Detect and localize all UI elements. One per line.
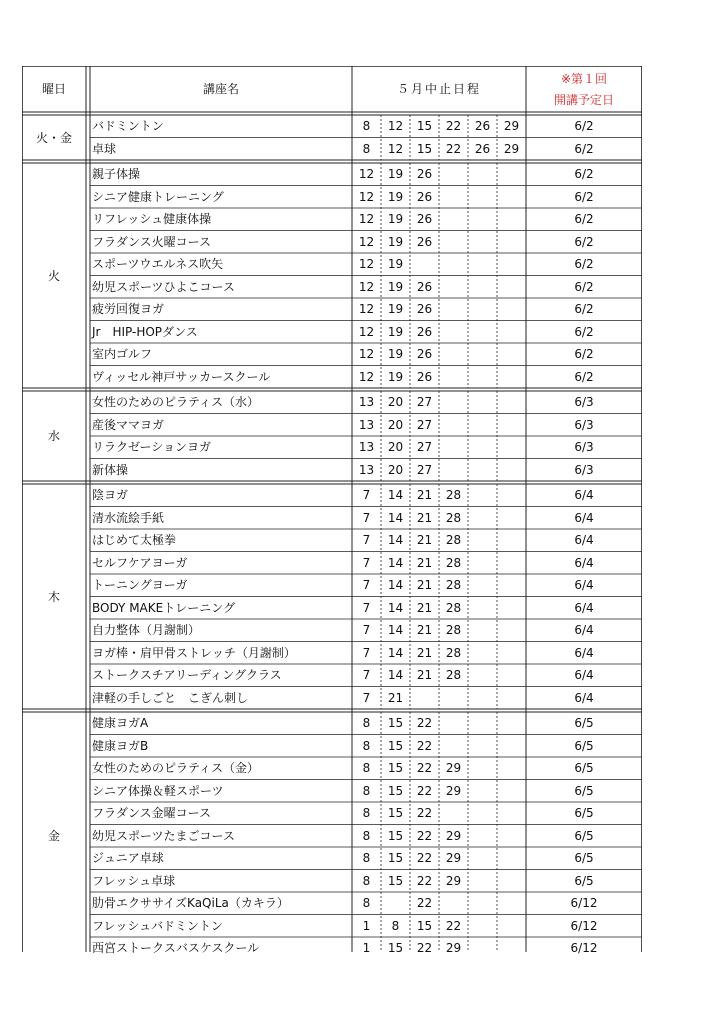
first-session-date: 6/3 [574, 395, 594, 410]
cancel-date: 8 [362, 738, 371, 753]
cancel-date: 27 [416, 417, 433, 432]
cancel-date: 26 [474, 119, 491, 134]
cancel-date: 21 [416, 645, 433, 660]
cancel-date: 22 [445, 918, 462, 933]
cancel-date: 15 [387, 851, 404, 866]
cancel-date: 19 [387, 234, 404, 249]
course-name: 女性のためのピラティス（水） [92, 395, 260, 410]
course-name: 疲労回復ヨガ [92, 302, 165, 317]
first-session-date: 6/5 [574, 716, 594, 731]
cancel-date: 12 [387, 141, 404, 156]
course-name: 室内ゴルフ [92, 347, 153, 362]
cancel-date: 12 [358, 212, 375, 227]
cancel-date: 29 [445, 941, 462, 956]
cancel-date: 14 [387, 555, 404, 570]
first-session-date: 6/4 [574, 578, 594, 593]
course-name: 親子体操 [92, 167, 141, 182]
first-session-date: 6/4 [574, 645, 594, 660]
cancel-date: 19 [387, 189, 404, 204]
cancel-date: 29 [445, 783, 462, 798]
cancel-date: 15 [387, 716, 404, 731]
cancel-date: 29 [503, 119, 520, 134]
course-name: 女性のためのピラティス（金） [92, 761, 260, 776]
cancel-date: 21 [416, 623, 433, 638]
course-name: シニア体操＆軽スポーツ [92, 783, 224, 798]
cancel-date: 12 [358, 369, 375, 384]
cancel-date: 28 [445, 623, 462, 638]
cancel-date: 15 [416, 119, 433, 134]
cancel-date: 7 [362, 668, 371, 683]
cancel-date: 7 [362, 645, 371, 660]
first-session-date: 6/2 [574, 234, 594, 249]
cancel-date: 15 [387, 828, 404, 843]
cancel-date: 22 [416, 896, 433, 911]
first-session-date: 6/2 [574, 324, 594, 339]
cancel-date: 26 [416, 347, 433, 362]
first-session-date: 6/2 [574, 279, 594, 294]
first-session-date: 6/5 [574, 738, 594, 753]
course-name: Jr HIP-HOPダンス [92, 324, 198, 339]
course-name: リラクゼーションヨガ [92, 440, 212, 455]
header-schedule: ５月中止日程 [396, 82, 481, 96]
cancel-date: 15 [387, 873, 404, 888]
cancel-date: 27 [416, 395, 433, 410]
cancel-date: 14 [387, 488, 404, 503]
course-name: 卓球 [92, 141, 117, 156]
course-name: ヴィッセル神戸サッカースクール [92, 369, 271, 384]
cancel-date: 22 [445, 119, 462, 134]
cancel-date: 8 [362, 828, 371, 843]
first-session-date: 6/12 [570, 941, 598, 956]
cancel-date: 7 [362, 600, 371, 615]
cancel-date: 15 [387, 738, 404, 753]
cancel-date: 8 [362, 761, 371, 776]
cancel-date: 29 [445, 873, 462, 888]
cancel-date: 21 [416, 578, 433, 593]
course-name: 肋骨エクササイズKaQiLa（カキラ） [92, 896, 289, 911]
day-label: 木 [47, 589, 60, 604]
first-session-date: 6/2 [574, 212, 594, 227]
cancel-date: 12 [358, 279, 375, 294]
cancel-date: 15 [387, 761, 404, 776]
cancel-date: 27 [416, 440, 433, 455]
first-session-date: 6/2 [574, 347, 594, 362]
cancel-date: 26 [416, 279, 433, 294]
course-name: セルフケアヨーガ [92, 555, 188, 570]
cancel-date: 14 [387, 533, 404, 548]
cancel-date: 12 [358, 302, 375, 317]
course-name: バドミントン [92, 119, 164, 134]
cancel-date: 22 [416, 941, 433, 956]
cancel-date: 27 [416, 462, 433, 477]
first-session-date: 6/5 [574, 851, 594, 866]
course-name: ヨガ棒・肩甲骨ストレッチ（月謝制） [92, 645, 296, 660]
first-session-date: 6/4 [574, 690, 594, 705]
first-session-date: 6/2 [574, 257, 594, 272]
cancel-date: 22 [445, 141, 462, 156]
schedule-table [22, 66, 642, 956]
cancel-date: 8 [362, 851, 371, 866]
cancel-date: 14 [387, 510, 404, 525]
cancel-date: 21 [416, 510, 433, 525]
cancel-date: 14 [387, 600, 404, 615]
cancel-date: 29 [445, 851, 462, 866]
cancel-date: 14 [387, 645, 404, 660]
cancel-date: 29 [445, 828, 462, 843]
course-name: シニア健康トレーニング [92, 189, 224, 204]
cancel-date: 19 [387, 369, 404, 384]
course-name: スポーツウエルネス吹矢 [92, 257, 224, 272]
cancel-date: 12 [358, 257, 375, 272]
first-session-date: 6/4 [574, 488, 594, 503]
cancel-date: 19 [387, 279, 404, 294]
cancel-date: 28 [445, 645, 462, 660]
cancel-date: 22 [416, 738, 433, 753]
cancel-date: 28 [445, 555, 462, 570]
cancel-date: 13 [358, 417, 375, 432]
day-label: 火 [47, 268, 60, 283]
cancel-date: 26 [416, 234, 433, 249]
header-course: 講座名 [202, 82, 239, 96]
cancel-date: 29 [503, 141, 520, 156]
first-session-date: 6/2 [574, 369, 594, 384]
first-session-date: 6/4 [574, 600, 594, 615]
header-first-line1: ※第１回 [560, 72, 608, 86]
cancel-date: 12 [358, 347, 375, 362]
cancel-date: 13 [358, 395, 375, 410]
course-name: ジュニア卓球 [92, 851, 164, 866]
cancel-date: 22 [416, 828, 433, 843]
day-label: 水 [47, 429, 60, 443]
cancel-date: 14 [387, 623, 404, 638]
cancel-date: 28 [445, 533, 462, 548]
cancel-date: 8 [362, 873, 371, 888]
cancel-date: 8 [362, 783, 371, 798]
cancel-date: 13 [358, 462, 375, 477]
cancel-date: 15 [387, 783, 404, 798]
cancel-date: 28 [445, 600, 462, 615]
course-name: 新体操 [92, 462, 129, 477]
first-session-date: 6/12 [570, 918, 598, 933]
course-name: 幼児スポーツひよこコース [92, 279, 235, 294]
cancel-date: 28 [445, 510, 462, 525]
cancel-date: 15 [416, 918, 433, 933]
cancel-date: 22 [416, 761, 433, 776]
course-name: 産後ママヨガ [92, 417, 165, 432]
first-session-date: 6/5 [574, 828, 594, 843]
course-name: 西宮ストークスバスケスクール [92, 941, 260, 956]
cancel-date: 12 [358, 189, 375, 204]
course-name: 津軽の手しごと こぎん刺し [92, 690, 249, 705]
cancel-date: 15 [416, 141, 433, 156]
first-session-date: 6/4 [574, 533, 594, 548]
course-name: BODY MAKEトレーニング [92, 600, 235, 615]
cancel-date: 12 [358, 167, 375, 182]
cancel-date: 8 [362, 141, 371, 156]
cancel-date: 29 [445, 761, 462, 776]
first-session-date: 6/5 [574, 806, 594, 821]
header-day: 曜日 [41, 82, 66, 96]
cancel-date: 28 [445, 668, 462, 683]
cancel-date: 22 [416, 783, 433, 798]
first-session-date: 6/3 [574, 440, 594, 455]
cancel-date: 7 [362, 623, 371, 638]
course-name: はじめて太極拳 [92, 533, 177, 548]
cancel-date: 8 [362, 119, 371, 134]
course-name: リフレッシュ健康体操 [92, 212, 212, 227]
course-name: 健康ヨガA [92, 716, 149, 731]
first-session-date: 6/4 [574, 668, 594, 683]
cancel-date: 19 [387, 257, 404, 272]
course-name: 陰ヨガ [92, 488, 129, 503]
cancel-date: 26 [416, 167, 433, 182]
first-session-date: 6/4 [574, 623, 594, 638]
first-session-date: 6/3 [574, 417, 594, 432]
first-session-date: 6/5 [574, 761, 594, 776]
cancel-date: 21 [416, 600, 433, 615]
cancel-date: 7 [362, 578, 371, 593]
cancel-date: 28 [445, 488, 462, 503]
first-session-date: 6/12 [570, 896, 598, 911]
course-name: 自力整体（月謝制） [92, 623, 201, 638]
cancel-date: 22 [416, 806, 433, 821]
cancel-date: 19 [387, 302, 404, 317]
first-session-date: 6/2 [574, 189, 594, 204]
first-session-date: 6/2 [574, 119, 594, 134]
cancel-date: 7 [362, 690, 371, 705]
course-name: 清水流絵手紙 [92, 510, 165, 525]
day-label: 火・金 [35, 130, 72, 145]
cancel-date: 26 [416, 302, 433, 317]
first-session-date: 6/5 [574, 783, 594, 798]
cancel-date: 8 [362, 806, 371, 821]
course-name: フレッシュ卓球 [92, 873, 176, 888]
first-session-date: 6/4 [574, 510, 594, 525]
cancel-date: 22 [416, 873, 433, 888]
cancel-date: 15 [387, 941, 404, 956]
cancel-date: 1 [362, 941, 371, 956]
cancel-date: 7 [362, 555, 371, 570]
cancel-date: 21 [416, 555, 433, 570]
course-name: フラダンス火曜コース [92, 234, 212, 249]
cancel-date: 8 [362, 896, 371, 911]
cancel-date: 26 [416, 212, 433, 227]
cancel-date: 14 [387, 668, 404, 683]
cancel-date: 20 [387, 395, 404, 410]
cancel-date: 26 [474, 141, 491, 156]
cancel-date: 22 [416, 851, 433, 866]
cancel-date: 14 [387, 578, 404, 593]
cancel-date: 21 [387, 690, 404, 705]
first-session-date: 6/2 [574, 302, 594, 317]
course-name: 幼児スポーツたまごコース [92, 828, 235, 843]
first-session-date: 6/3 [574, 462, 594, 477]
cancel-date: 13 [358, 440, 375, 455]
cancel-date: 19 [387, 324, 404, 339]
cancel-date: 12 [358, 324, 375, 339]
cancel-date: 21 [416, 533, 433, 548]
course-name: 健康ヨガB [92, 738, 149, 753]
cancel-date: 1 [362, 918, 371, 933]
cancel-date: 12 [358, 234, 375, 249]
cancel-date: 21 [416, 668, 433, 683]
cancel-date: 19 [387, 212, 404, 227]
cancel-date: 20 [387, 462, 404, 477]
cancel-date: 12 [387, 119, 404, 134]
course-name: ストークスチアリーディングクラス [92, 668, 282, 683]
cancel-date: 20 [387, 417, 404, 432]
course-name: フラダンス金曜コース [92, 806, 212, 821]
cancel-date: 7 [362, 510, 371, 525]
cancel-date: 19 [387, 347, 404, 362]
course-name: フレッシュバドミントン [92, 918, 223, 933]
first-session-date: 6/5 [574, 873, 594, 888]
cancel-date: 26 [416, 189, 433, 204]
cancel-date: 20 [387, 440, 404, 455]
first-session-date: 6/2 [574, 141, 594, 156]
cancel-date: 22 [416, 716, 433, 731]
cancel-date: 8 [362, 716, 371, 731]
cancel-date: 15 [387, 806, 404, 821]
day-label: 金 [47, 828, 60, 843]
cancel-date: 7 [362, 488, 371, 503]
cancel-date: 19 [387, 167, 404, 182]
first-session-date: 6/2 [574, 167, 594, 182]
cancel-date: 26 [416, 369, 433, 384]
cancel-date: 8 [391, 918, 400, 933]
first-session-date: 6/4 [574, 555, 594, 570]
cancel-date: 7 [362, 533, 371, 548]
cancel-date: 21 [416, 488, 433, 503]
cancel-date: 26 [416, 324, 433, 339]
course-name: トーニングヨーガ [92, 578, 188, 593]
cancel-date: 28 [445, 578, 462, 593]
header-first-line2: 開講予定日 [553, 93, 614, 107]
